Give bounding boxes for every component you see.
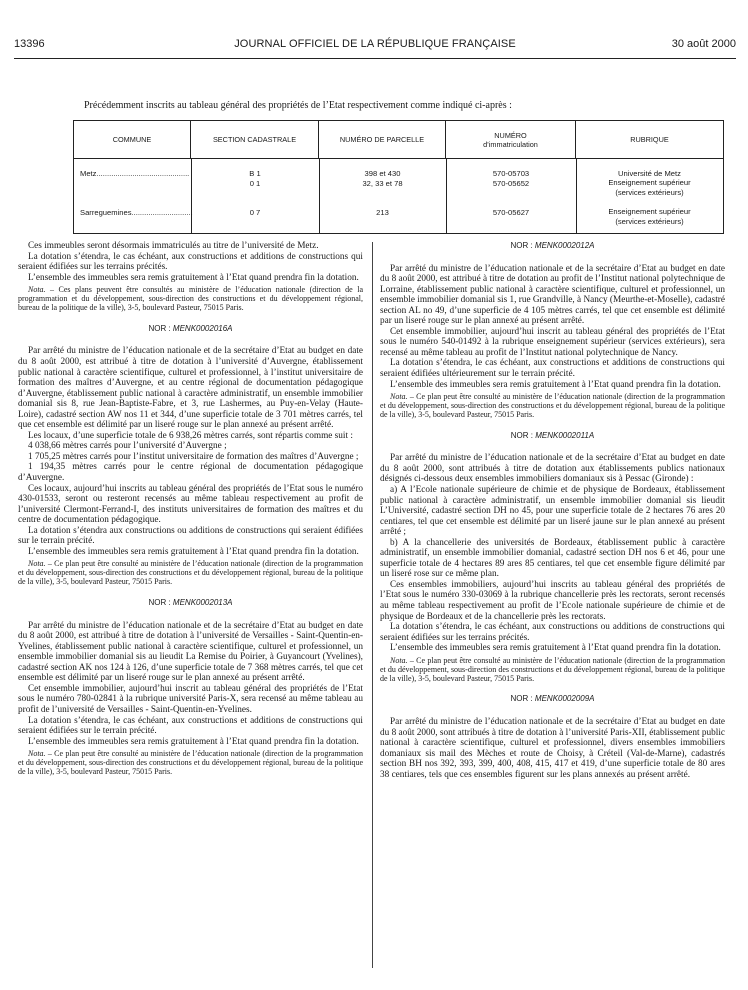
nota [18,750,363,777]
header-rule [14,58,736,59]
table-cell-rubrique: Enseignement supérieur (services extérieurs) [608,178,691,197]
paragraph: Par arrêté du ministre de l’éducation nationale et de la secrétaire d’Etat au budget en date du 8 août 2000, est attribué à titre de dotation à l’université d’Auvergne, établissement public national à caractère scientifique, culturel et professionnel, à l’institut universitaire de formation des maîtres d’Auvergne, et au centre régional de documentation pédagogique d’Auvergne, établissement public national à caractère administratif, un ensemble immobilier domanial sis 8, rue Jean-Baptiste-Fabre, et 3, rue Lashermes, au Puy-en-Velay (Haute-Loire), cadastré section AW nos 11 et 344, d’une superficie totale de 3 701 mètres carrés, tel que cet ensemble est délimité par un liseré rouge sur le plan annexé au présent arrêté. [18,346,363,431]
journal-title: JOURNAL OFFICIEL DE LA RÉPUBLIQUE FRANÇAISE [234,38,516,50]
paragraph: 1 705,25 mètres carrés pour l’institut universitaire de formation des maîtres d’Auvergne ; [28,451,359,462]
nor-prefix: NOR : [510,430,536,440]
nota-label: Nota. [28,749,46,759]
paragraph: Les locaux, d’une superficie totale de 6 938,26 mètres carrés, sont répartis comme suit : [28,430,353,441]
nota [18,560,363,587]
right-column [380,241,725,780]
properties-table [73,120,724,234]
nota-text: – Ce plan peut être consulté au ministère de l’éducation nationale (direction de la programmation et du développement, sous-direction des constructions et du développement régional, bureau de la politique de la ville), 3-5, boulevard Pasteur, 75015 Paris. [18,559,363,587]
nota-label: Nota. [28,559,46,569]
table-cell-commune: Metz............................................ [80,169,190,178]
nota-text: – Ce plan peut être consulté au ministère de l’éducation nationale (direction de la programmation et du développement, sous-direction des constructions et du développement régional, bureau de la politique de la ville), 3-5, boulevard Pasteur, 75015 Paris. [380,655,725,683]
nota [380,393,725,420]
table-cell-section: B 1 [249,169,261,178]
nota-text: – Ce plan peut être consulté au ministère de l’éducation nationale (direction de la programmation et du développement, sous-direction des constructions et du développement régional, bureau de la politique de la ville), 3-5, boulevard Pasteur, 75015 Paris. [380,392,725,419]
paragraph: La dotation s’étendra, le cas échéant, aux constructions et additions de constructions qui seraient édifiées ultérieurement sur le terrain précité. [380,358,725,380]
paragraph: La dotation s’étendra, le cas échéant, aux constructions et additions de constructions qui seraient édifiées sur le terrain précité. [18,715,363,737]
left-column [18,241,363,777]
paragraph: 4 038,66 mètres carrés pour l’université d’Auvergne ; [28,441,227,452]
nota-text: – Ce plan peut être consulté au ministère de l’éducation nationale (direction de la programmation et du développement, sous-direction des constructions et du développement régional, bureau de la politique de la ville), 3-5, boulevard Pasteur, 75015 Paris. [18,749,363,777]
column-divider [372,242,373,968]
paragraph: Par arrêté du ministre de l’éducation nationale et de la secrétaire d’Etat au budget en date du 8 août 2000, sont attribués à titre de dotation aux établissements publics nationaux désignés ci-dessous deux ensembles immobiliers domaniaux sis à Pessac (Gironde) : [380,453,725,485]
nor-reference [18,598,363,609]
table-cell-rubrique: Enseignement supérieur (services extérieurs) [608,207,691,226]
nor-code: MENK0002012A [534,241,595,250]
table-cell-parcelle: 213 [376,208,389,217]
paragraph: Par arrêté du ministre de l’éducation nationale et de la secrétaire d’Etat au budget en date du 8 août 2000, sont attribués à titre de dotation à l’université Paris-XII, établissement public national à caractère scientifique, culturel et professionnel, divers ensembles immobiliers domaniaux sis mail des Mèches et route de Choisy, à Créteil (Val-de-Marne), cadastrés section BH nos 392, 393, 399, 400, 408, 415, 417 et 419, d’une superficie totale de 80 ares 38 centiares, tels que ces ensembles figurent sur les plans annexés au présent arrêté. [380,717,725,780]
table-cell-numero: 570-05627 [492,208,530,217]
intro-text: Précédemment inscrits au tableau général des propriétés de l’Etat respectivement comme indiqué ci-après : [84,100,512,111]
paragraph: L’ensemble des immeubles sera remis gratuitement à l’Etat quand prendra fin la dotation. [390,379,721,390]
paragraph: 1 194,35 mètres carrés pour le centre régional de documentation pédagogique d’Auvergne. [18,462,363,484]
nor-reference [380,431,725,442]
table-header-separator [74,158,723,159]
nor-reference [380,694,725,705]
paragraph: Ces ensembles immobiliers, aujourd’hui inscrits au tableau général des propriétés de l’Etat sous le numéro 330-03069 à la rubrique chancellerie près les rectorats, seront recensés au même tableau respectivement au profit de l’Ecole nationale supérieure de chimie et de physique de Bordeaux et de la chancellerie près les rectorats. [380,579,725,622]
page-header [14,30,736,54]
nota-text: – Ces plans peuvent être consultés au ministère de l’éducation nationale (direction de la programmation et du développement, sous-direction des constructions et du développement régional, bureau de la politique de la ville), 3-5, boulevard Pasteur, 75015 Paris. [18,285,363,312]
nota [380,657,725,684]
nor-prefix: NOR : [148,323,173,333]
issue-date: 30 août 2000 [671,38,736,50]
table-header-commune: COMMUNE [74,121,191,158]
paragraph: La dotation s’étendra aux constructions ou additions de constructions qui seraient édifiées sur le terrain précité. [18,525,363,547]
table-cell-rubrique: Université de Metz [618,169,681,178]
nor-code: MENK0002016A [172,323,233,333]
nor-reference [380,241,725,252]
paragraph: La dotation s’étendra, le cas échéant, aux constructions et additions de constructions qui seraient édifiées sur les terrains précités. [18,251,363,273]
nota-label: Nota. [390,655,408,665]
table-cell-numero: 570-05703 [492,169,530,178]
table-cell-commune: Sarreguemines............................. [80,208,193,217]
paragraph: Par arrêté du ministre de l’éducation nationale et de la secrétaire d’Etat au budget en date du 8 août 2000, est attribué à titre de dotation au profit de l’Institut national polytechnique de Lorraine, établissement public national à caractère scientifique, culturel et professionnel, un ensemble immobilier domanial sis 1, rue Grandville, à Nancy (Meurthe-et-Moselle), cadastré section AL no 49, d’une superficie de 4 105 mètres carrés, tel que cet ensemble est délimité par un liseré rouge sur le plan annexé au présent arrêté. [380,263,725,327]
table-cell-numero: 570-05652 [492,179,530,188]
nor-prefix: NOR : [510,241,535,250]
nor-prefix: NOR : [510,694,535,704]
table-header-section: SECTION CADASTRALE [191,121,319,158]
nor-reference [18,324,363,335]
table-header-numero: NUMÉRO d’immatriculation [446,121,576,158]
paragraph: b) A la chancellerie des universités de Bordeaux, établissement public à caractère administratif, un ensemble immobilier domanial, cadastré section DH nos 6 et 46, pour une superficie totale de 4 hectares 89 ares 85 centiares, tel que cet ensemble figure délimité par un liseré rose sur ce même plan. [380,537,725,580]
paragraph: L’ensemble des immeubles sera remis gratuitement à l’Etat quand prendra fin la dotation. [28,546,359,557]
nota-label: Nota. [28,285,46,295]
nor-code: MENK0002009A [534,694,595,704]
paragraph: La dotation s’étendra, le cas échéant, aux constructions ou additions de constructions qui seraient édifiées sur les terrains précités. [380,622,725,643]
nota [18,286,363,313]
paragraph: L’ensemble des immeubles sera remis gratuitement à l’Etat quand prendra fin la dotation. [28,272,359,283]
table-cell-parcelle: 398 et 430 [364,169,401,178]
paragraph: Par arrêté du ministre de l’éducation nationale et de la secrétaire d’Etat au budget en date du 8 août 2000, est attribué à titre de dotation à l’université de Versailles - Saint-Quentin-en-Yvelines, établissement public national à caractère scientifique, culturel et professionnel, un ensemble immobilier domanial sis au lieudit La Remise du Poirier, à Guyancourt (Yvelines), cadastré section AK nos 124 à 126, d’une superficie totale de 7 368 mètres carrés, tel que cet ensemble est délimité par un liseré rouge sur le plan annexé au présent arrêté. [18,620,363,684]
nor-prefix: NOR : [148,598,173,608]
nor-code: MENK0002013A [172,598,233,608]
nor-code: MENK0002011A [535,430,595,440]
paragraph: L’ensemble des immeubles sera remis gratuitement à l’Etat quand prendra fin la dotation. [390,643,721,654]
paragraph: Ces immeubles seront désormais immatriculés au titre de l’université de Metz. [28,241,319,251]
paragraph: Cet ensemble immobilier, aujourd’hui inscrit au tableau général des propriétés de l’Etat sous le numéro 540-01492 à la rubrique enseignement supérieur (services extérieurs), sera recensé au même tableau au profit de l’Institut national polytechnique de Nancy. [380,326,725,358]
table-cell-section: 0 1 [249,179,261,188]
paragraph: Cet ensemble immobilier, aujourd’hui inscrit au tableau général des propriétés de l’Etat sous le numéro 780-02841 à la rubrique université Paris-X, sera recensé au même tableau au profit de l’université de Versailles - Saint-Quentin-en-Yvelines. [18,683,363,716]
table-cell-parcelle: 32, 33 et 78 [362,179,403,188]
table-header-parcelle: NUMÉRO DE PARCELLE [319,121,446,158]
paragraph: a) A l’Ecole nationale supérieure de chimie et de physique de Bordeaux, établissement public national à caractère administratif, un ensemble immobilier domanial sis lieudit L’Université, cadastré section DH no 45, pour une superficie totale de 2 hectares 76 ares 20 centiares, tel que cet ensemble est délimité par un liseré jaune sur le plan annexé au présent arrêté ; [380,485,725,538]
paragraph: L’ensemble des immeubles sera remis gratuitement à l’Etat quand prendra fin la dotation. [28,736,359,747]
nota-label: Nota. [390,392,408,402]
table-cell-section: 0 7 [249,208,261,217]
page-number: 13396 [14,38,45,50]
table-header-rubrique: RUBRIQUE [630,135,669,144]
paragraph: Ces locaux, aujourd’hui inscrits au tableau général des propriétés de l’Etat sous le numéro 430-01533, seront ou resteront recensés au même tableau respectivement au profit de l’université Clermont-Ferrand-I, des instituts universitaires de formation des maîtres et du centre de documentation pédagogique. [18,483,363,526]
